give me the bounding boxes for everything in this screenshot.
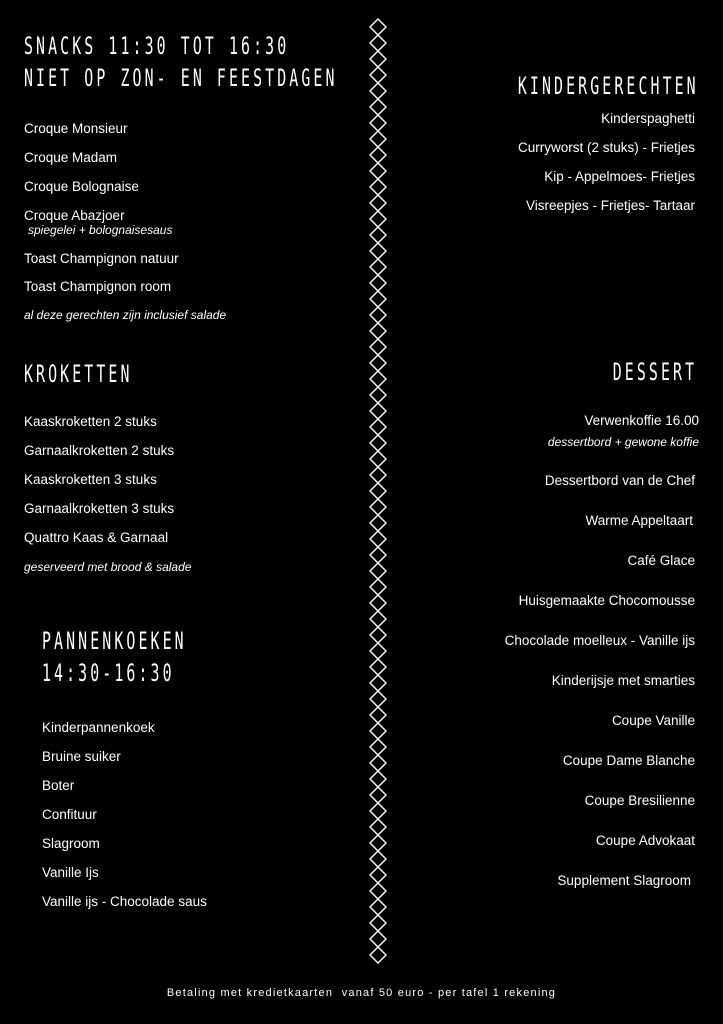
kindergerechten-item: Kinderspaghetti (601, 111, 695, 126)
payment-footer: Betaling met kredietkaarten vanaf 50 euro - per tafel 1 rekening (166, 987, 557, 999)
dessert-title-text: DESSERT (612, 358, 697, 386)
snacks-item: Toast Champignon room (24, 279, 172, 294)
kindergerechten-item: Curryworst (2 stuks) - Frietjes (517, 140, 695, 155)
pannenkoeken-item: Bruine suiker (42, 749, 121, 764)
divider-link (370, 723, 386, 739)
dessert-verwenkoffie-note: dessertbord + gewone koffie (547, 435, 699, 449)
divider-link (370, 787, 386, 803)
divider-link (370, 643, 386, 659)
divider-link (370, 691, 386, 707)
dessert-item: Supplement Slagroom (557, 873, 691, 888)
divider-link (370, 307, 386, 323)
divider-link (370, 883, 386, 899)
divider-link (370, 835, 386, 851)
dessert-item: Warme Appeltaart (585, 513, 693, 528)
divider-link (370, 595, 386, 611)
kroketten-item: Kaaskroketten 2 stuks (24, 414, 157, 429)
snacks-item: Croque Madam (24, 150, 118, 165)
divider-link (370, 819, 386, 835)
pannenkoeken-item: Vanille ijs - Chocolade saus (42, 894, 207, 909)
kroketten-footnote: geserveerd met brood & salade (24, 560, 192, 574)
divider-link (370, 67, 386, 83)
kindergerechten-item: Visreepjes - Frietjes- Tartaar (525, 198, 695, 213)
divider-link (370, 707, 386, 723)
pannenkoeken-title-line2: 14:30-16:30 (42, 659, 175, 687)
kindergerechten-item: Kip - Appelmoes- Frietjes (544, 169, 695, 184)
pannenkoeken-item: Slagroom (42, 836, 100, 851)
dessert-item: Dessertbord van de Chef (544, 473, 695, 488)
divider-link (370, 931, 386, 947)
divider-link (370, 771, 386, 787)
divider-link (370, 147, 386, 163)
divider-link (370, 499, 386, 515)
snacks-item: Croque Abazjoer (24, 208, 125, 223)
dessert-item: Kinderijsje met smarties (551, 673, 695, 688)
divider-link (370, 323, 386, 339)
dessert-item: Coupe Advokaat (595, 833, 695, 848)
kroketten-item: Garnaalkroketten 2 stuks (24, 443, 175, 458)
divider-link (370, 115, 386, 131)
divider-link (370, 355, 386, 371)
kroketten-item: Quattro Kaas & Garnaal (24, 530, 169, 545)
kroketten-item: Kaaskroketten 3 stuks (24, 472, 157, 487)
divider-link (370, 131, 386, 147)
snacks-footnote: al deze gerechten zijn inclusief salade (24, 308, 227, 322)
divider-link (370, 547, 386, 563)
divider-link (370, 867, 386, 883)
dessert-item: Huisgemaakte Chocomousse (518, 593, 695, 608)
pannenkoeken-item: Vanille Ijs (42, 865, 99, 880)
pannenkoeken-title-line1: PANNENKOEKEN (42, 627, 187, 655)
divider-link (370, 243, 386, 259)
divider-link (370, 227, 386, 243)
divider-link (370, 899, 386, 915)
snacks-title-line1: SNACKS 11:30 TOT 16:30 (24, 32, 290, 60)
divider-link (370, 35, 386, 51)
divider-link (370, 51, 386, 67)
dessert-item: Coupe Vanille (611, 713, 695, 728)
divider-link (370, 483, 386, 499)
divider-link (370, 611, 386, 627)
kindergerechten-title (518, 70, 699, 102)
kroketten-item: Garnaalkroketten 3 stuks (24, 501, 175, 516)
divider-link (370, 531, 386, 547)
snacks-abazjoer-note: spiegelei + bolognaisesaus (28, 223, 173, 237)
divider-link (370, 387, 386, 403)
snacks-item: Croque Monsieur (24, 121, 128, 136)
divider-link (370, 851, 386, 867)
divider-link (370, 467, 386, 483)
divider-link (370, 99, 386, 115)
dessert-item: Chocolade moelleux - Vanille ijs (504, 633, 695, 648)
kroketten-title-text: KROKETTEN (24, 360, 133, 388)
kroketten-title (24, 358, 133, 390)
dessert-item: Coupe Bresilienne (584, 793, 695, 808)
divider-link (370, 211, 386, 227)
divider-link (370, 451, 386, 467)
divider-link (370, 915, 386, 931)
divider-link (370, 947, 386, 963)
divider-link (370, 627, 386, 643)
divider-link (370, 19, 386, 35)
divider-link (370, 675, 386, 691)
snacks-title-line2: NIET OP ZON- EN FEESTDAGEN (24, 64, 338, 92)
divider-link (370, 371, 386, 387)
divider-link (370, 803, 386, 819)
zigzag-divider (366, 18, 390, 973)
divider-link (370, 579, 386, 595)
divider-link (370, 755, 386, 771)
divider-link (370, 179, 386, 195)
pannenkoeken-title (42, 625, 187, 689)
divider-link (370, 435, 386, 451)
divider-link (370, 339, 386, 355)
divider-link (370, 259, 386, 275)
divider-link (370, 739, 386, 755)
divider-link (370, 275, 386, 291)
divider-link (370, 403, 386, 419)
dessert-item: Café Glace (627, 553, 695, 568)
divider-link (370, 163, 386, 179)
dessert-item: Verwenkoffie 16.00 (584, 413, 699, 428)
snacks-item: Croque Bolognaise (24, 179, 139, 194)
divider-link (370, 419, 386, 435)
divider-link (370, 515, 386, 531)
divider-link (370, 195, 386, 211)
divider-link (370, 563, 386, 579)
divider-link (370, 659, 386, 675)
snacks-item: Toast Champignon natuur (24, 251, 179, 266)
divider-link (370, 83, 386, 99)
divider-link (370, 291, 386, 307)
dessert-item: Coupe Dame Blanche (562, 753, 695, 768)
pannenkoeken-item: Boter (42, 778, 75, 793)
dessert-title (613, 356, 697, 388)
snacks-title (24, 30, 338, 94)
pannenkoeken-item: Kinderpannenkoek (42, 720, 155, 735)
pannenkoeken-item: Confituur (42, 807, 97, 822)
kindergerechten-title-text: KINDERGERECHTEN (518, 72, 699, 100)
